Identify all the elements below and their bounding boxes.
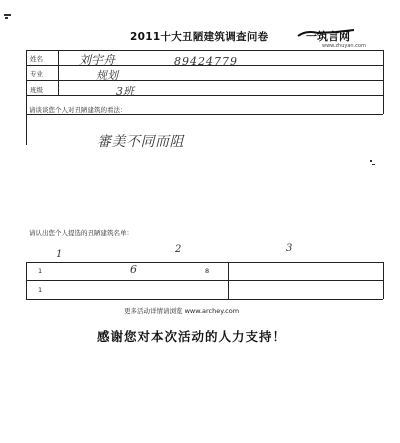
logo-subtitle: www.zhuyan.com — [322, 43, 366, 49]
major-value: 规划 — [96, 69, 118, 82]
name-label: 姓名 — [30, 55, 43, 63]
column-2-number: 2 — [175, 244, 182, 255]
class-value: 3班 — [116, 85, 134, 98]
phone-value: 89424779 — [174, 55, 238, 68]
name-value: 刘宇舟 — [79, 53, 116, 67]
question-1-prompt: 请谈谈您个人对丑陋建筑的看法： — [29, 106, 127, 114]
thanks-message: 感谢您对本次活动的人力支持！ — [97, 329, 287, 344]
table-row-1-name: 6 — [130, 263, 137, 276]
logo-mark-icon — [296, 24, 358, 44]
page-title: 2011十大丑陋建筑调查问卷 — [130, 31, 269, 43]
footer-url: 更多活动详情请浏览 www.archey.com — [124, 307, 240, 315]
major-label: 专业 — [30, 70, 43, 78]
table-row-1-no: 1 — [38, 267, 43, 275]
column-1-number: 1 — [56, 249, 63, 260]
class-label: 班级 — [30, 86, 43, 94]
table-row-1-mark: 8 — [205, 267, 210, 275]
question-1-answer: 審美不同而阻 — [97, 134, 184, 150]
logo-text: 一筑言网 — [306, 30, 350, 43]
table-row-2-no: 1 — [38, 286, 43, 294]
column-3-number: 3 — [286, 243, 293, 254]
question-2-prompt: 请认出您个人提选的丑陋建筑名单： — [29, 229, 133, 237]
